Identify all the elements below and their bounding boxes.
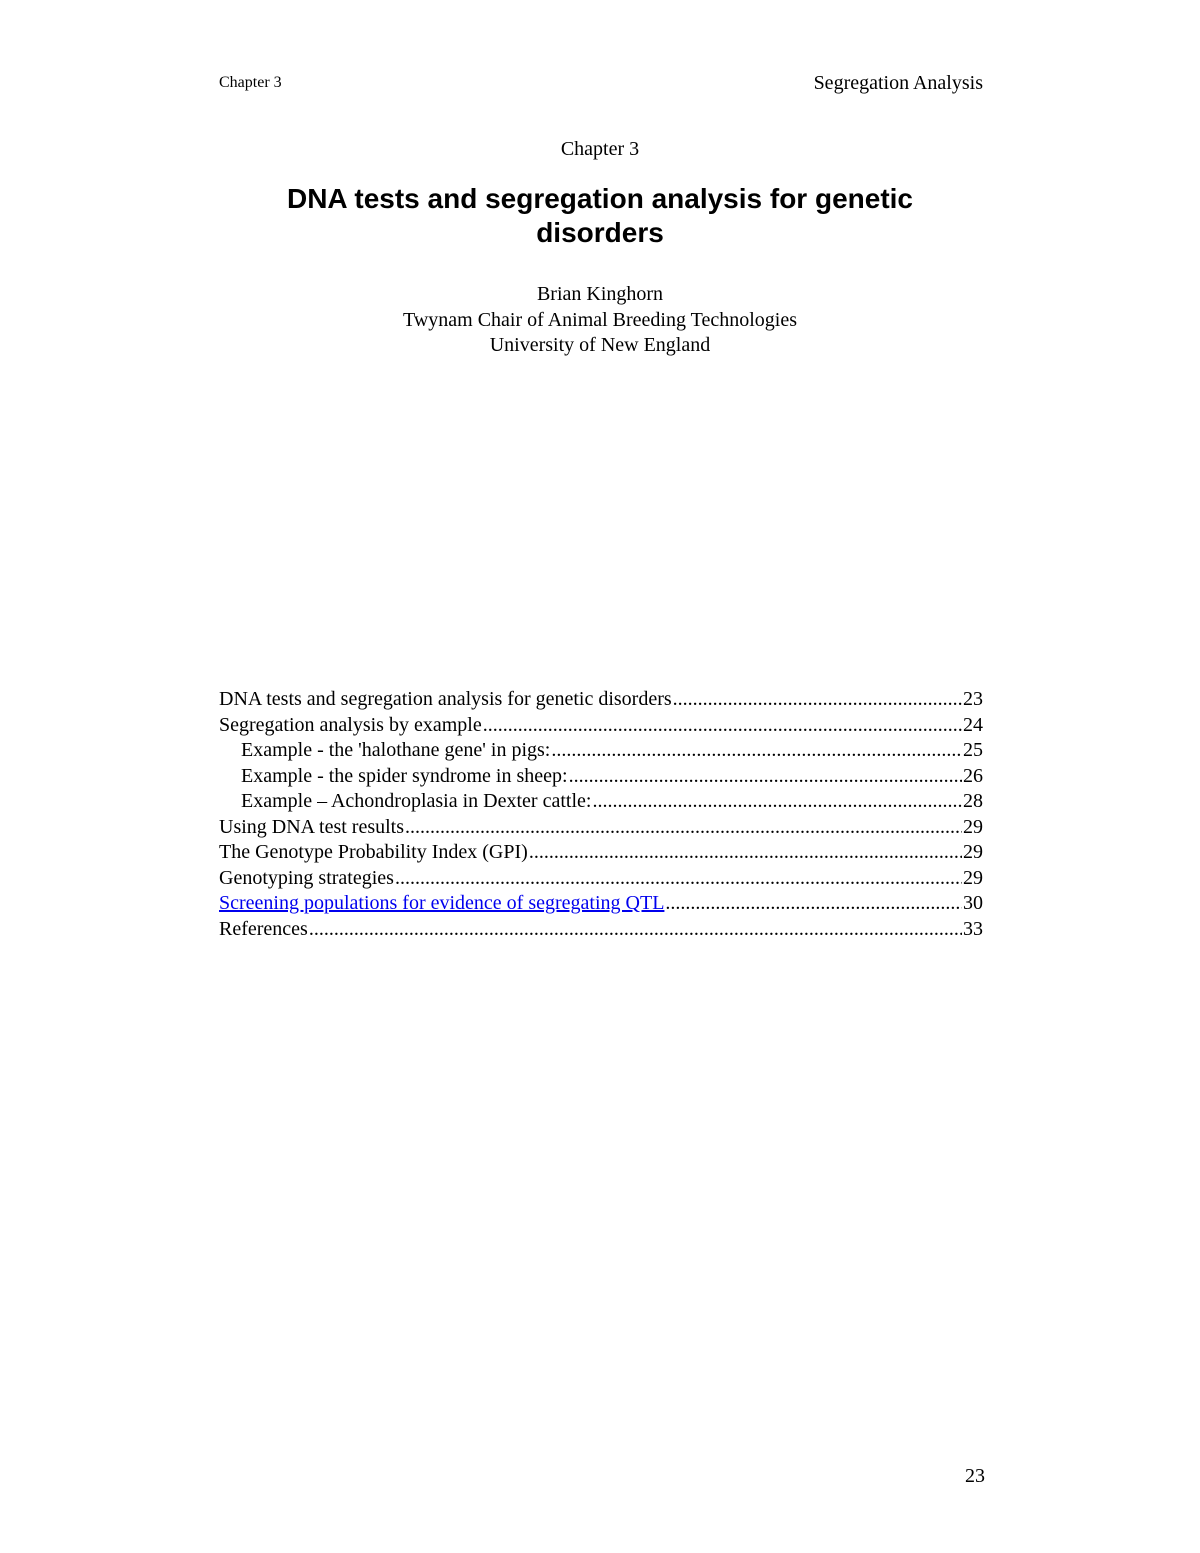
toc-entry-page: 30 [963, 892, 983, 914]
toc-dot-leader [569, 764, 962, 790]
toc-dot-leader [673, 687, 962, 713]
running-header-chapter: Chapter 3 [219, 74, 282, 91]
toc-entry-page: 33 [963, 917, 983, 940]
toc-entry-title: Segregation analysis by example [219, 713, 482, 736]
document-title: DNA tests and segregation analysis for genetic disorders [286, 183, 914, 248]
toc-hyperlink-screening-qtl[interactable]: Screening populations for evidence of segregating QTL [219, 892, 665, 914]
toc-entry[interactable] [219, 713, 983, 739]
toc-entry-page: 28 [963, 790, 983, 812]
toc-dot-leader [551, 738, 962, 764]
toc-entry-page: 24 [963, 713, 983, 736]
toc-entry[interactable] [219, 866, 983, 892]
toc-entry[interactable] [219, 815, 983, 841]
toc-entry-title: References [219, 917, 308, 940]
toc-entry-title: Using DNA test results [219, 815, 404, 838]
toc-entry-page: 29 [963, 866, 983, 889]
toc-entry-title: Genotyping strategies [219, 866, 394, 889]
chapter-label: Chapter 3 [560, 138, 640, 160]
toc-entry[interactable] [219, 840, 983, 866]
toc-subentry[interactable] [219, 738, 983, 764]
toc-entry-title: The Genotype Probability Index (GPI) [219, 841, 528, 863]
author-name: Brian Kinghorn [536, 283, 664, 305]
toc-entry-link[interactable] [219, 891, 983, 917]
toc-entry[interactable] [219, 687, 983, 713]
toc-dot-leader [665, 891, 962, 917]
toc-entry-page: 26 [963, 764, 983, 787]
toc-dot-leader [309, 917, 962, 943]
toc-dot-leader [405, 815, 962, 841]
toc-entry-title: Example - the spider syndrome in sheep: [241, 764, 568, 787]
author-position: Twynam Chair of Animal Breeding Technologies [403, 308, 797, 331]
toc-dot-leader [395, 866, 962, 892]
toc-subentry[interactable] [219, 789, 983, 815]
toc-entry[interactable] [219, 917, 983, 943]
author-block [0, 282, 1200, 359]
toc-entry-title: Example - the 'halothane gene' in pigs: [241, 739, 551, 761]
table-of-contents [219, 687, 983, 942]
toc-entry-page: 29 [963, 841, 983, 863]
toc-entry-page: 29 [963, 815, 983, 838]
toc-entry-title: Example – Achondroplasia in Dexter cattle: [241, 790, 592, 812]
toc-dot-leader [529, 840, 962, 866]
toc-subentry[interactable] [219, 764, 983, 790]
toc-entry-page: 23 [963, 688, 983, 710]
author-institution: University of New England [489, 334, 711, 356]
toc-dot-leader [592, 789, 962, 815]
page-number: 23 [965, 1465, 985, 1487]
toc-dot-leader [483, 713, 962, 739]
toc-entry-page: 25 [963, 739, 983, 761]
toc-entry-title: DNA tests and segregation analysis for genetic disorders [219, 688, 672, 710]
running-header-title: Segregation Analysis [813, 72, 983, 94]
